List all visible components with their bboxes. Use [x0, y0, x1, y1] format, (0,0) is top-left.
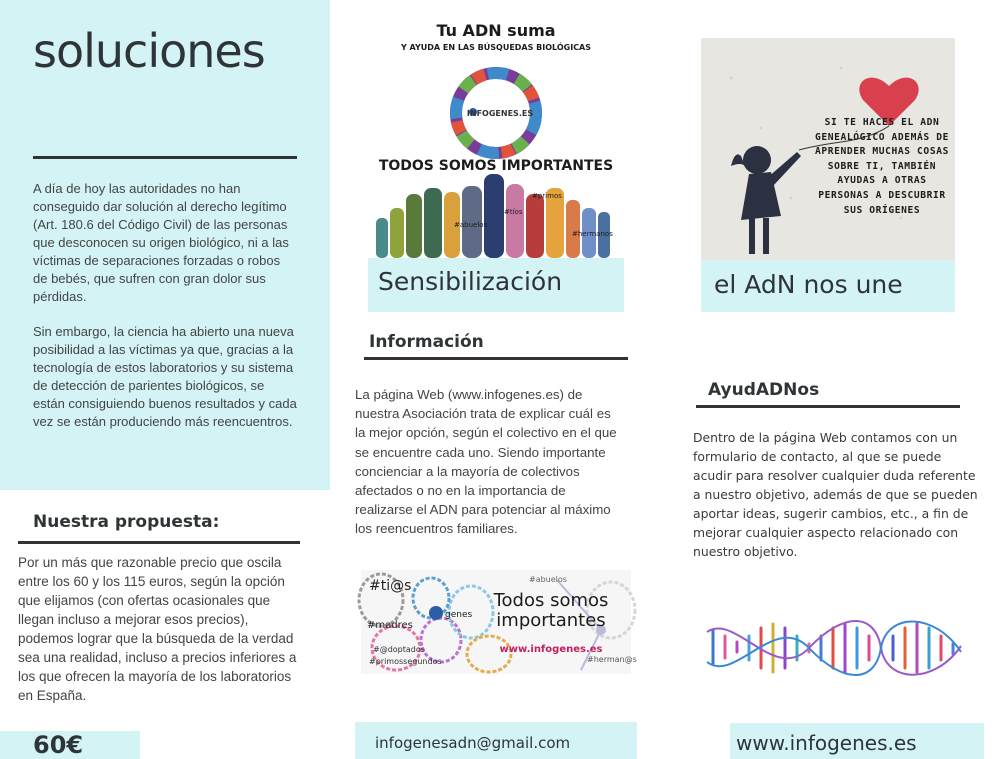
- page-title: soluciones: [33, 24, 265, 78]
- dna-poster-image: [368, 18, 624, 262]
- banner-tag-madres: #madres: [367, 620, 413, 631]
- poster-tag-tios: #tíos: [504, 208, 523, 216]
- proposal-rule: [18, 541, 300, 544]
- website-link[interactable]: www.infogenes.es: [736, 731, 917, 755]
- email-link[interactable]: infogenesadn@gmail.com: [375, 734, 571, 752]
- dna-helix-image: [705, 618, 963, 680]
- girl-balloon-image: [701, 38, 955, 262]
- poster-tag-hermanos: #hermanos: [572, 230, 613, 238]
- intro-paragraph: A día de hoy las autoridades no han conseguido dar solución al derecho legítimo (Art. 180.6 del Código Civil) de las personas que desconocen su origen biológico, ni a las víctimas de separaciones forzadas o robos de bebés, que sufren con gran dolor sus pérdidas.: [33, 181, 289, 304]
- banner-tag-tias: #ti@s: [369, 578, 412, 594]
- help-paragraph: Dentro de la página Web contamos con un formulario de contacto, al que se puede acudir para resolver cualquier duda referente a nuestro objetivo, además de que se pueden aportar ideas, sugerir cambios, etc., a fin de mejorar cualquier aspecto relacionado con nuestro objetivo.: [693, 430, 978, 559]
- poster-subtitle: Y AYUDA EN LAS BÚSQUEDAS BIOLÓGICAS: [400, 43, 592, 52]
- help-rule: [696, 405, 960, 408]
- info-heading: Información: [369, 332, 484, 352]
- help-heading: AyudADNos: [708, 380, 820, 400]
- poster-banner: TODOS SOMOS IMPORTANTES: [378, 158, 614, 174]
- title-rule: [33, 156, 297, 159]
- poster-tag-abuelos: #abuelos: [454, 221, 488, 229]
- banner-url: www.infogenes.es: [499, 644, 603, 655]
- banner-line-2: importantes: [496, 610, 606, 631]
- banner-tag-hermanos: #herman@s: [587, 655, 637, 664]
- banner-tag-abuelos: #abuelos: [529, 575, 567, 584]
- family-silhouettes-icon: [376, 174, 610, 258]
- poster-logo: INFOGENES.ES: [466, 109, 534, 118]
- sensibilizacion-label: Sensibilización: [378, 267, 563, 296]
- banner-tag-adoptados: #@doptados: [373, 645, 425, 654]
- science-paragraph: Sin embargo, la ciencia ha abierto una nueva posibilidad a las víctimas ya que, gracias a la tecnología de estos laboratorios y su sistema de detección de parientes biológicos, se están consiguiendo buenos resultados y cada vez se están produciendo más reencuentros.: [33, 324, 297, 429]
- fingerprint-banner-image: [361, 570, 637, 674]
- info-paragraph: La página Web (www.infogenes.es) de nuestra Asociación trata de explicar cuál es la mejor opción, según el colectivo en el que se encuentre cada uno. Siendo importante concienciar a la mayoría de colectivos afectados o no en la importancia de realizarse el ADN para potenciar al máximo los reencuentros familiares.: [355, 387, 617, 537]
- balloon-image-caption: SI TE HACES EL ADN GENEALÓGICO ADEMÁS DE APRENDER MUCHAS COSAS SOBRE TI, TAMBIÉN AYUDAS A OTRAS PERSONAS A DESCUBRIR SUS ORÍGENES: [815, 117, 949, 216]
- adn-une-label: el AdN nos une: [714, 270, 903, 299]
- proposal-paragraph: Por un más que razonable precio que oscila entre los 60 y los 115 euros, según la opción que elijamos (con ofertas ocasionales que llegan incluso a mejorar esos precios), podemos lograr que la búsqueda de la verdad sea una realidad, incluso a precios inferiores a los que ofrecen la mayoría de los laboratorios en España.: [18, 555, 297, 703]
- banner-tag-primossegundos: #primossegundos: [369, 657, 442, 666]
- info-rule: [364, 357, 628, 360]
- banner-brand: genes: [445, 610, 473, 620]
- proposal-heading: Nuestra propuesta:: [33, 512, 220, 532]
- poster-tag-primos: #primos: [532, 192, 562, 200]
- price-label: 60€: [33, 731, 84, 759]
- banner-line-1: Todos somos: [493, 590, 609, 611]
- poster-title: Tu ADN suma: [436, 21, 556, 40]
